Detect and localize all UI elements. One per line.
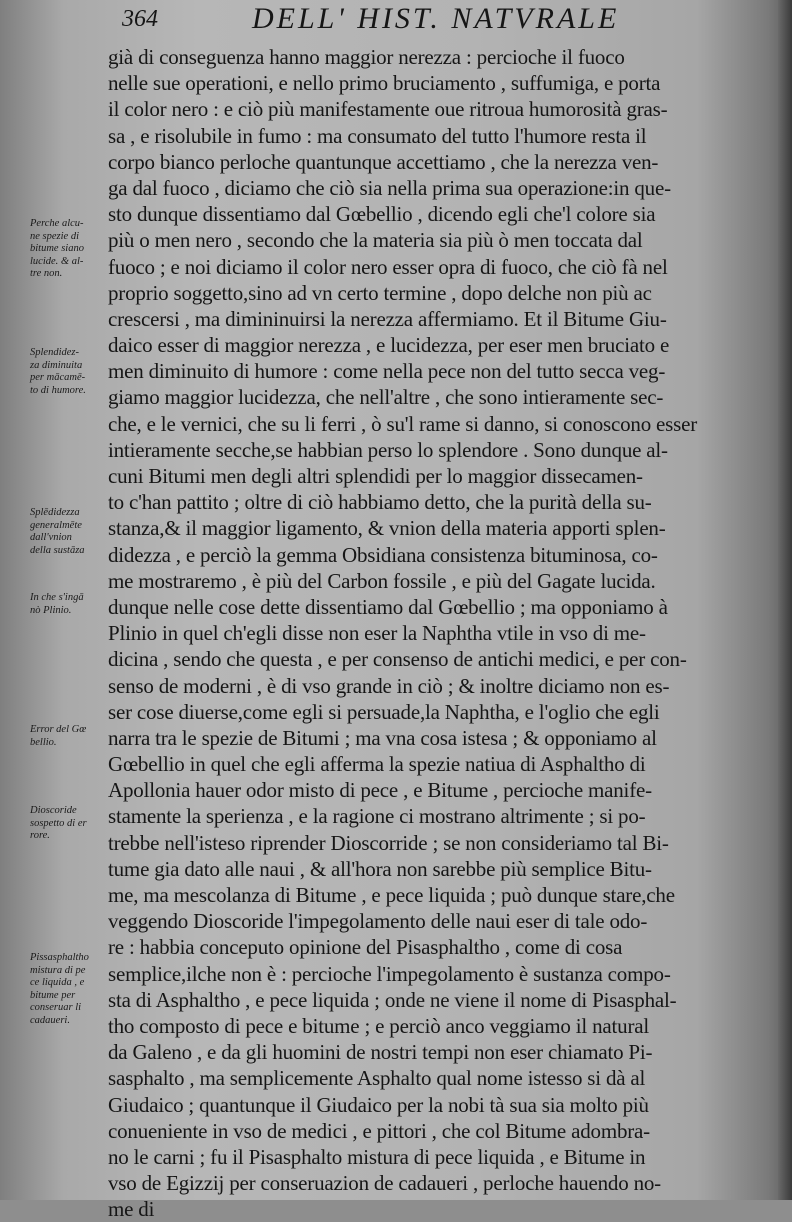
text-line: nelle sue operationi, e nello primo bruciamento , suffumiga, e porta bbox=[108, 71, 661, 96]
text-line: più o men nero , secondo che la materia sia più ò men toccata dal bbox=[108, 228, 643, 253]
body-text bbox=[108, 44, 778, 1222]
margin-note-line: ce liquida , e bbox=[30, 977, 85, 988]
margin-note-line: dall'vnion bbox=[30, 532, 72, 543]
margin-note-line: ne spezie di bbox=[30, 230, 79, 242]
margin-note bbox=[30, 592, 110, 617]
margin-note-line: Splēdidezza bbox=[30, 507, 80, 518]
text-line: no le carni ; fu il Pisasphalto mistura di pece liquida , e Bitume in bbox=[108, 1144, 646, 1169]
text-line: sta di Asphaltho , e pece liquida ; onde ne viene il nome di Pisasphal- bbox=[108, 987, 677, 1012]
margin-note-line: bitume siano bbox=[30, 243, 84, 254]
text-line: Apollonia hauer odor misto di pece , e Bitume , percioche manife- bbox=[108, 778, 652, 803]
text-line: Plinio in quel ch'egli disse non eser la Naphtha vtile in vso di me- bbox=[108, 621, 646, 646]
text-line: intieramente secche,se habbian perso lo splendore . Sono dunque al- bbox=[108, 437, 668, 462]
text-line: vso de Egizzij per conseruazion de cadaueri , perloche hauendo no- bbox=[108, 1171, 661, 1196]
text-line: tume gia dato alle naui , & all'hora non sarebbe più semplice Bitu- bbox=[108, 856, 652, 881]
text-line: giamo maggior lucidezza, che nell'altre , che sono intieramente sec- bbox=[108, 385, 664, 410]
margin-note-line: nò Plinio. bbox=[30, 604, 72, 616]
margin-note-line: cadaueri. bbox=[30, 1014, 70, 1026]
text-line: ser cose diuerse,come egli si persuade,la Naphtha, e l'oglio che egli bbox=[108, 699, 660, 724]
text-line: Gœbellio in quel che egli afferma la spezie natiua di Asphaltho di bbox=[108, 752, 646, 777]
text-line: stamente la sperienza , e la ragione ci mostrano altrimente ; si po- bbox=[108, 804, 646, 829]
text-line: già di conseguenza hanno maggior nerezza : percioche il fuoco bbox=[108, 45, 625, 69]
margin-note-line: sospetto di er bbox=[30, 817, 87, 829]
text-line: tho composto di pece e bitume ; e perciò anco veggiamo il natural bbox=[108, 1013, 649, 1038]
margin-note-line: della sustāza bbox=[30, 544, 85, 556]
text-line: proprio soggetto,sino ad vn certo termine , dopo delche non più ac bbox=[108, 280, 652, 305]
text-line: men diminuito di humore : come nella pece non del tutto secca veg- bbox=[108, 359, 666, 384]
text-line: che, e le vernici, che su li ferri , ò su'l rame si danno, si conoscono esser bbox=[108, 411, 698, 436]
text-line: sasphalto , ma semplicemente Asphalto qual nome istesso si dà al bbox=[108, 1066, 646, 1091]
text-line: sto dunque dissentiamo dal Gœbellio , dicendo egli che'l colore sia bbox=[108, 202, 656, 227]
text-line: crescersi , ma dimininuirsi la nerezza affermiamo. Et il Bitume Giu- bbox=[108, 306, 667, 331]
margin-note bbox=[30, 724, 110, 749]
margin-note-line: to di humore. bbox=[30, 384, 86, 396]
text-line: il color nero : e ciò più manifestamente oue ritroua humorosità gras- bbox=[108, 97, 668, 122]
margin-note-line: In che s'ingā bbox=[30, 592, 84, 603]
text-line: me, ma mescolanza di Bitume , e pece liquida ; può dunque stare,che bbox=[108, 883, 675, 907]
text-line: to c'han pattito ; oltre di ciò habbiamo detto, che la purità della su- bbox=[108, 490, 652, 515]
margin-note-line: conseruar li bbox=[30, 1002, 82, 1013]
margin-note-line: bitume per bbox=[30, 989, 76, 1001]
page-header bbox=[110, 2, 780, 42]
margin-note-line: lucide. & al- bbox=[30, 255, 84, 267]
margin-note bbox=[30, 952, 110, 1027]
running-head: DELL' HIST. NATVRALE bbox=[252, 2, 620, 35]
margin-note-line: Dioscoride bbox=[30, 805, 77, 816]
text-line: cuni Bitumi men degli altri splendidi per lo maggior dissecamen- bbox=[108, 464, 643, 488]
text-line: senso de moderni , è di vso grande in ciò ; & inoltre diciamo non es- bbox=[108, 673, 670, 698]
margin-note-line: tre non. bbox=[30, 268, 63, 279]
margin-note bbox=[30, 218, 110, 281]
margin-note-line: per mācamē- bbox=[30, 372, 86, 383]
margin-note bbox=[30, 347, 110, 397]
text-line: stanza,& il maggior ligamento, & vnion della materia apporti splen- bbox=[108, 516, 666, 541]
page-number: 364 bbox=[122, 6, 158, 32]
margin-note-line: bellio. bbox=[30, 736, 57, 748]
margin-note-line: Error del Gœ bbox=[30, 724, 87, 735]
text-line: daico esser di maggior nerezza , e lucidezza, per eser men bruciato e bbox=[108, 333, 670, 358]
margin-note-line: Splendidez- bbox=[30, 347, 79, 358]
margin-note-line: rore. bbox=[30, 830, 50, 841]
text-line: ga dal fuoco , diciamo che ciò sia nella prima sua operazione:in que- bbox=[108, 175, 671, 200]
margin-note-line: za diminuita bbox=[30, 359, 83, 371]
margin-note-line: Pissasphaltho bbox=[30, 952, 89, 963]
text-line: veggendo Dioscoride l'impegolamento delle naui eser di tale odo- bbox=[108, 909, 648, 934]
text-line: Giudaico ; quantunque il Giudaico per la nobi tà sua sia molto più bbox=[108, 1092, 649, 1117]
text-line: trebbe nell'isteso riprender Dioscorride ; se non consideriamo tal Bi- bbox=[108, 830, 669, 855]
text-line: sa , e risolubile in fumo : ma consumato del tutto l'humore resta il bbox=[108, 123, 647, 148]
text-line: conueniente in vso de medici , e pittori , che col Bitume adombra- bbox=[108, 1118, 650, 1143]
text-line: fuoco ; e noi diciamo il color nero esser opra di fuoco, che ciò fà nel bbox=[108, 254, 668, 279]
margin-note-line: mistura di pe bbox=[30, 964, 86, 976]
text-line: corpo bianco perloche quantunque accettiamo , che la nerezza ven- bbox=[108, 149, 659, 174]
text-line: semplice,ilche non è : percioche l'impegolamento è sustanza compo- bbox=[108, 961, 671, 986]
text-line: didezza , e perciò la gemma Obsidiana consistenza bituminosa, co- bbox=[108, 542, 658, 567]
text-line: narra tra le spezie de Bitumi ; ma vna cosa istesa ; & opponiamo al bbox=[108, 725, 657, 750]
page-binding-shadow bbox=[778, 0, 792, 1200]
margin-note-line: generalmēte bbox=[30, 519, 82, 531]
text-line: me di bbox=[108, 1197, 155, 1222]
text-line: dunque nelle cose dette dissentiamo dal Gœbellio ; ma opponiamo à bbox=[108, 594, 668, 619]
margin-note bbox=[30, 507, 110, 557]
text-line: me mostraremo , è più del Carbon fossile , e più del Gagate lucida. bbox=[108, 568, 656, 593]
text-line: re : habbia conceputo opinione del Pisasphaltho , come di cosa bbox=[108, 935, 623, 960]
text-line: da Galeno , e da gli huomini de nostri tempi non eser chiamato Pi- bbox=[108, 1040, 653, 1065]
text-line: dicina , sendo che questa , e per consenso de antichi medici, e per con- bbox=[108, 647, 687, 672]
margin-note-line: Perche alcu- bbox=[30, 218, 84, 229]
margin-note bbox=[30, 805, 110, 843]
